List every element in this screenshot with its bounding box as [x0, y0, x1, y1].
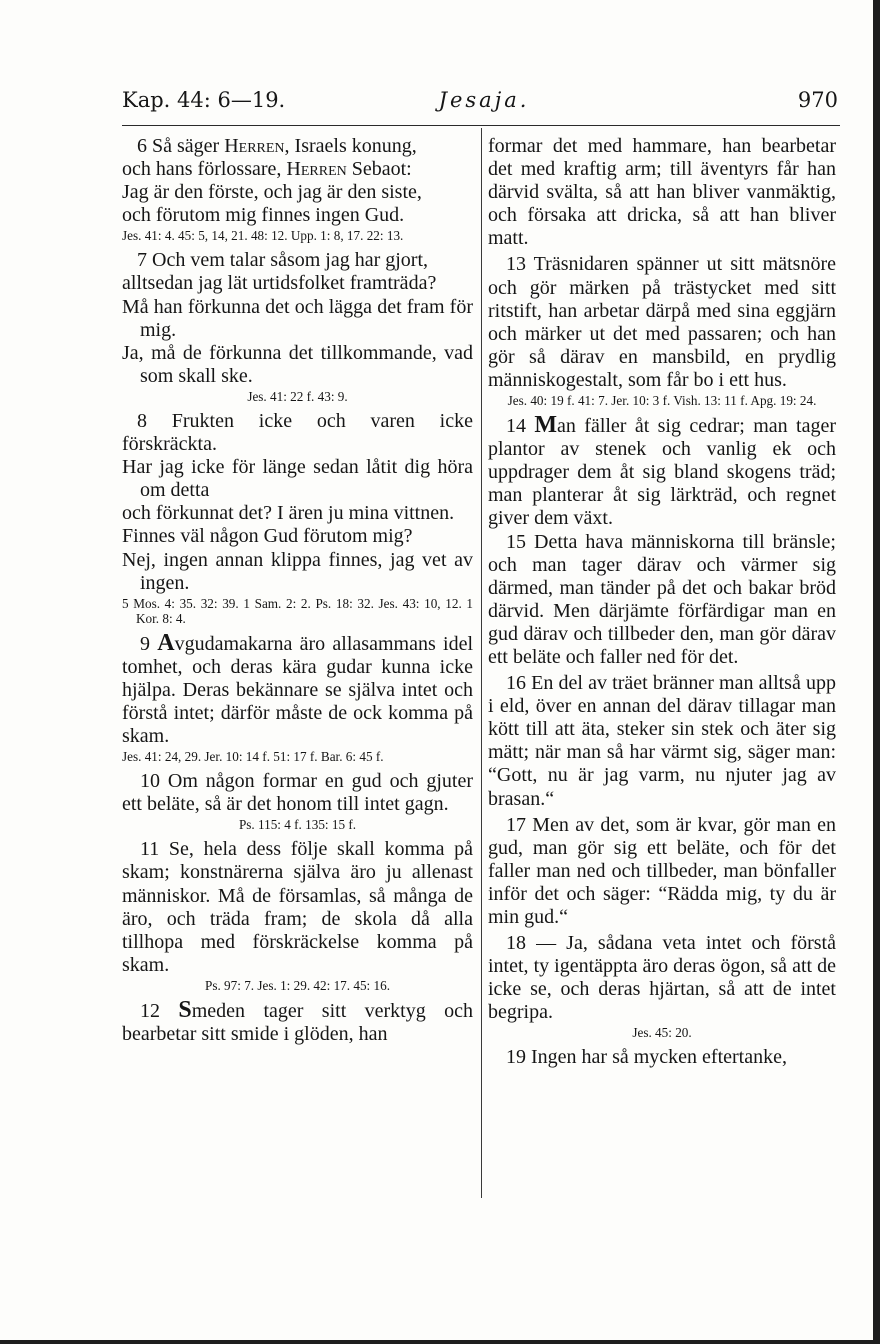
verse-6	[122, 135, 473, 243]
verse-line: Nej, ingen annan klippa finnes, jag vet av ingen.	[122, 548, 473, 594]
verse-paragraph: 10 Om någon formar en gud och gjuter ett beläte, så är det honom till intet gagn.	[122, 770, 473, 816]
verse-8	[122, 410, 473, 626]
verse-12	[122, 996, 473, 1046]
right-column	[488, 135, 836, 1070]
verse-13	[488, 253, 836, 408]
verse-10	[122, 770, 473, 832]
lord-small-caps: Herren	[286, 158, 347, 181]
verse-19	[488, 1046, 836, 1069]
verse-paragraph: 12 Smeden tager sitt verktyg och bearbetar sitt smide i glöden, han	[122, 996, 473, 1045]
verse-line: och förutom mig finnes ingen Gud.	[122, 204, 405, 227]
verse-9	[122, 629, 473, 765]
verse-7	[122, 249, 473, 404]
scan-edge-bottom	[0, 1340, 880, 1344]
verse-line: 6 Så säger Herren, Israels konung,	[137, 135, 417, 157]
verse-line: Ja, må de förkunna det tillkommande, vad som skall ske.	[122, 341, 473, 387]
verse-line: Har jag icke för länge sedan låtit dig höra om detta	[122, 456, 473, 502]
cross-reference: Jes. 41: 24, 29. Jer. 10: 14 f. 51: 17 f. Bar. 6: 45 f.	[122, 749, 384, 765]
verse-line: 8 Frukten icke och varen icke förskräckta.	[122, 409, 473, 456]
verse-line: Finnes väl någon Gud förutom mig?	[122, 525, 413, 548]
cross-reference: Jes. 41: 4. 45: 5, 14, 21. 48: 12. Upp. 1: 8, 17. 22: 13.	[122, 228, 404, 244]
page-number: 970	[797, 88, 838, 112]
chapter-reference: Kap. 44: 6—19.	[122, 88, 286, 112]
verse-12-continuation: formar det med hammare, han bearbetar det med kraftig arm; till äventyrs får han därvid svälta, så att han bliver vanmäktig, och försaka att dricka, så att han bliver matt.	[488, 135, 836, 250]
verse-paragraph: 16 En del av träet bränner man alltså upp i eld, över en annan del därav tillagar man kött till att äta, steker sin stek och äter sig mätt; när man så har värmt sig, säger man: “Gott, nu är jag varm, nu njuter jag av brasan.“	[488, 672, 836, 810]
verse-line: 7 Och vem talar såsom jag har gjort,	[137, 249, 429, 272]
left-column	[122, 135, 473, 1046]
verse-paragraph: 14 Man fäller åt sig cedrar; man tager plantor av stenek och vanlig ek och uppdrager dem åt sig bland skogens träd; man planterar åt sig lärkträd, och regnet giver dem växt.	[488, 412, 837, 530]
verse-paragraph: 13 Träsnidaren spänner ut sitt mätsnöre och gör märken på trästycket med sitt ritstift, han arbetar därpå med sina eggjärn och märker ut det med passaren; och han gör så därav en mansbild, en prydlig människogestalt, som får bo i ett hus.	[488, 253, 836, 391]
running-header	[122, 88, 838, 124]
verse-11	[122, 838, 473, 993]
verse-line: och förkunnat det? I ären ju mina vittnen.	[122, 502, 455, 525]
cross-reference: Jes. 40: 19 f. 41: 7. Jer. 10: 3 f. Vish. 13: 11 f. Apg. 19: 24.	[507, 393, 817, 409]
header-rule	[122, 125, 840, 126]
book-title: Jesaja.	[438, 88, 530, 112]
verse-paragraph: 15 Detta hava människorna till bränsle; och man tager därav och värmer sig därmed, man tänder på det och bakar bröd därvid. Men därjämte förfärdigar man en gud därav och tillbeder den, man gör därav ett beläte och faller ned för det.	[488, 530, 836, 668]
column-divider	[481, 128, 482, 1198]
verse-17	[488, 814, 836, 929]
cross-reference: Jes. 45: 20.	[632, 1025, 692, 1041]
verse-paragraph: 17 Men av det, som är kvar, gör man en gud, man gör sig ett beläte, och för det faller man ned och tillbeder, man bönfaller inför det och säger: “Rädda mig, ty du är min gud.“	[488, 813, 836, 928]
verse-paragraph: 9 Avgudamakarna äro allasammans idel tomhet, och deras kära gudar kunna icke hjälpa. Deras bekännare se själva intet och förstå intet; därför måste de ock komma på skam.	[122, 629, 473, 748]
verse-paragraph: 18 — Ja, sådana veta intet och förstå intet, ty igentäppta äro deras ögon, så att de icke se, och deras hjärtan, så att de intet begripa.	[488, 932, 836, 1024]
lord-small-caps: Herren	[224, 135, 285, 157]
verse-line: Jag är den förste, och jag är den siste,	[122, 181, 422, 204]
verse-15	[488, 531, 836, 670]
verse-16	[488, 672, 836, 811]
scan-edge-right	[873, 0, 880, 1344]
drop-initial: A	[157, 629, 175, 656]
cross-reference: 5 Mos. 4: 35. 32: 39. 1 Sam. 2: 2. Ps. 18: 32. Jes. 43: 10, 12. 1 Kor. 8: 4.	[122, 595, 473, 626]
verse-paragraph: 19 Ingen har så mycken eftertanke,	[506, 1046, 787, 1069]
verse-18	[488, 932, 836, 1040]
verse-line: och hans förlossare, Herren Sebaot:	[122, 158, 412, 181]
verse-paragraph: 11 Se, hela dess följe skall komma på skam; konstnärerna själva äro ju allenast människor. Må de församlas, så många de äro, och träda fram; de skola då alla tillhopa med förskräckelse komma på skam.	[122, 838, 473, 976]
cross-reference: Ps. 115: 4 f. 135: 15 f.	[238, 817, 357, 833]
cross-reference: Jes. 41: 22 f. 43: 9.	[247, 388, 348, 404]
verse-line: Må han förkunna det och lägga det fram för mig.	[122, 295, 473, 341]
drop-initial: M	[534, 412, 558, 439]
verse-line: alltsedan jag lät urtidsfolket framträda?	[122, 272, 437, 295]
verse-14	[488, 414, 836, 530]
drop-initial: S	[178, 996, 192, 1023]
cross-reference: Ps. 97: 7. Jes. 1: 29. 42: 17. 45: 16.	[204, 977, 390, 993]
